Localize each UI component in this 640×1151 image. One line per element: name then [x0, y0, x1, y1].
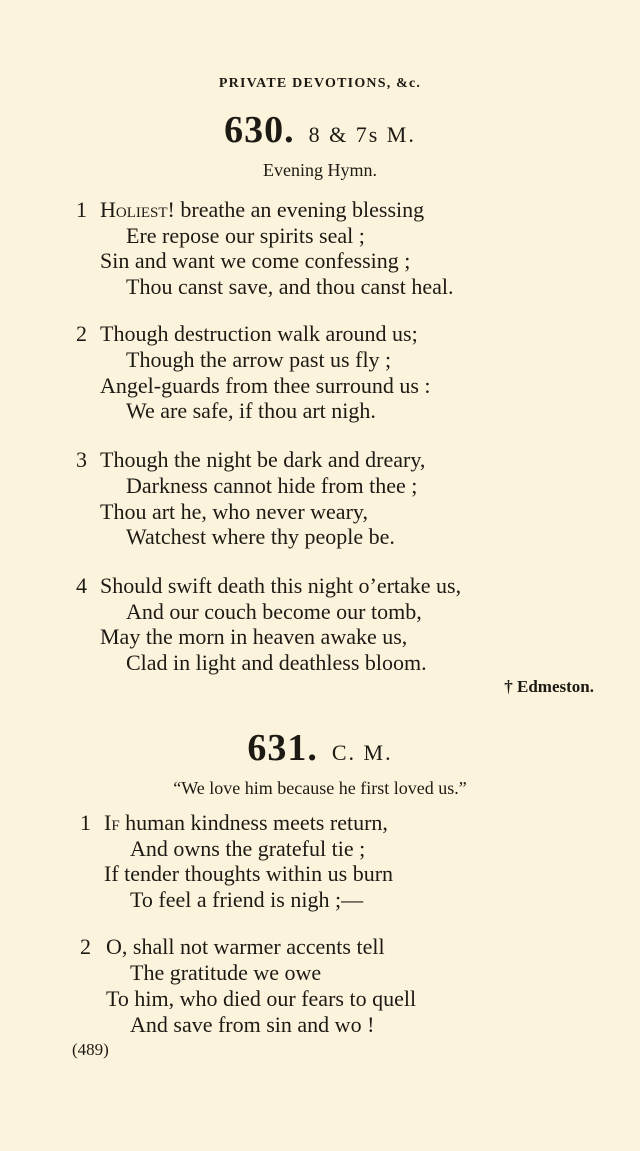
- hymn-number: 631.: [247, 727, 318, 769]
- verse-line: And owns the grateful tie ;: [130, 836, 366, 861]
- verse-first-word: Holiest: [100, 197, 168, 222]
- verse-line: Clad in light and deathless bloom.: [126, 650, 427, 675]
- verse-line: Thou canst save, and thou canst heal.: [126, 274, 454, 299]
- hymn-631-heading: [0, 726, 640, 770]
- verse-line: To feel a friend is nigh ;—: [130, 887, 364, 912]
- verse-line: May the morn in heaven awake us,: [100, 624, 408, 649]
- page-number: (489): [72, 1040, 109, 1059]
- verse-line: Sin and want we come confessing ;: [100, 248, 411, 273]
- verse-line-text: ! breathe an evening blessing: [167, 197, 425, 222]
- hymn-meter: 8 & 7s M.: [308, 122, 416, 147]
- verse-line: [104, 810, 388, 836]
- verse-line-text: human kindness meets return,: [119, 810, 388, 835]
- verse-number: 3: [76, 447, 87, 472]
- verse-line: O, shall not warmer accents tell: [106, 934, 385, 959]
- verse-line: If tender thoughts within us burn: [104, 861, 394, 886]
- verse-line: [100, 197, 424, 223]
- verse-number: 2: [80, 934, 91, 959]
- hymn-subtitle: Evening Hymn.: [263, 160, 377, 180]
- verse-first-word: If: [104, 810, 120, 835]
- verse-line: Though destruction walk around us;: [100, 321, 418, 346]
- verse-line: Angel-guards from thee surround us :: [100, 373, 431, 398]
- verse-line: And our couch become our tomb,: [126, 599, 422, 624]
- verse-number: 2: [76, 321, 87, 346]
- verse-line: Should swift death this night o’ertake us,: [100, 573, 462, 598]
- verse-line: Though the night be dark and dreary,: [100, 447, 426, 472]
- verse-number: 1: [80, 810, 91, 835]
- verse-line: And save from sin and wo !: [130, 1012, 375, 1037]
- verse-line: The gratitude we owe: [130, 960, 322, 985]
- hymn-meter: C. M.: [331, 740, 393, 765]
- verse-line: Though the arrow past us fly ;: [126, 347, 392, 372]
- verse-line: Darkness cannot hide from thee ;: [126, 473, 418, 498]
- hymn-subtitle: “We love him because he first loved us.”: [173, 778, 467, 798]
- hymn-author: † Edmeston.: [504, 677, 594, 696]
- verse-line: To him, who died our fears to quell: [106, 986, 417, 1011]
- verse-line: Thou art he, who never weary,: [100, 499, 368, 524]
- hymn-630-heading: [0, 108, 640, 152]
- verse-number: 1: [76, 197, 87, 222]
- hymn-number: 630.: [224, 109, 295, 151]
- verse-line: We are safe, if thou art nigh.: [126, 398, 376, 423]
- verse-line: Ere repose our spirits seal ;: [126, 223, 365, 248]
- running-header: PRIVATE DEVOTIONS, &c.: [218, 76, 422, 91]
- verse-number: 4: [76, 573, 87, 598]
- verse-line: Watchest where thy people be.: [126, 524, 395, 549]
